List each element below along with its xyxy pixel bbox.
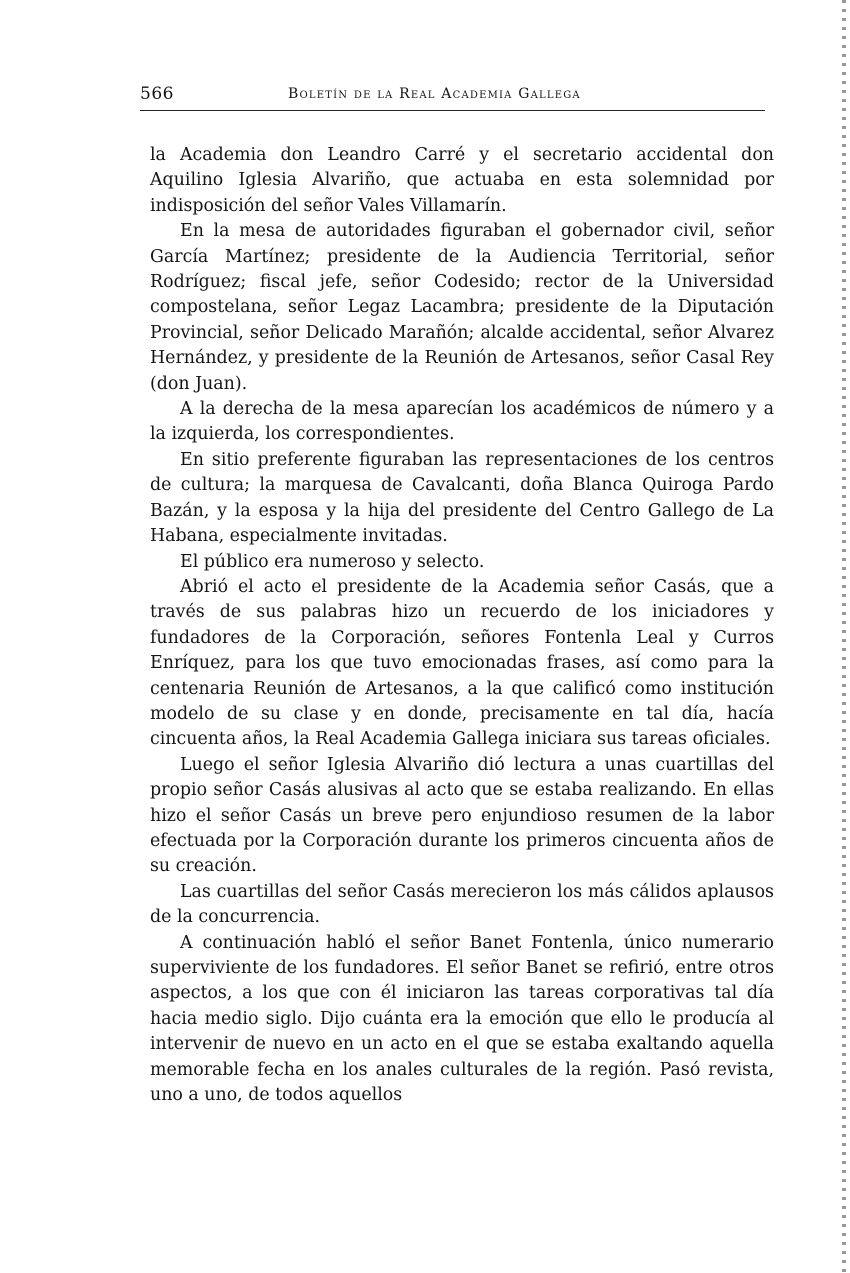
page-number: 566 — [140, 84, 174, 104]
paragraph: Las cuartillas del señor Casás merecieron los más cálidos aplausos de la concurrencia. — [150, 881, 774, 928]
paragraph: la Academia don Leandro Carré y el secretario accidental don Aquilino Iglesia Alvariño, que actuaba en esta solemnidad por indisposición del señor Vales Villamarín. — [150, 145, 774, 216]
paragraph: Luego el señor Iglesia Alvariño dió lectura a unas cuartillas del propio señor Casás alusivas al acto que se estaba realizando. En ellas hizo el señor Casás un breve pero enjundioso resumen de la labor efectuada por la Corporación durante los primeros cincuenta años de su creación. — [150, 754, 774, 877]
paragraph: A la derecha de la mesa aparecían los académicos de número y a la izquierda, los correspondientes. — [150, 399, 774, 445]
body-text — [150, 143, 774, 1108]
paragraph: En la mesa de autoridades figuraban el gobernador civil, señor García Martínez; presidente de la Audiencia Territorial, señor Rodríguez; fiscal jefe, señor Codesido; rector de la Universidad compostelana, señor Legaz Lacambra; presidente de la Diputación Provincial, señor Delicado Marañón; alcalde accidental, señor Alvarez Hernández, y presidente de la Reunión de Artesanos, señor Casal Rey (don Juan). — [150, 221, 774, 394]
header-rule — [140, 110, 765, 111]
paragraph: El público era numeroso y selecto. — [180, 551, 485, 572]
paragraph: En sitio preferente figuraban las representaciones de los centros de cultura; la marquesa de Cavalcanti, doña Blanca Quiroga Pardo Bazán, y la esposa y la hija del presidente del Centro Gallego de La Habana, especialmente invitadas. — [150, 449, 774, 547]
running-title: Boletín de la Real Academia Gallega — [288, 86, 581, 102]
page-header — [140, 84, 765, 110]
paragraph: Abrió el acto el presidente de la Academia señor Casás, que a través de sus palabras hizo un recuerdo de los iniciadores y fundadores de la Corporación, señores Fontenla Leal y Curros Enríquez, para los que tuvo emocionadas frases, así como para la centenaria Reunión de Artesanos, a la que calificó como institución modelo de su clase y en donde, precisamente en tal día, hacía cincuenta años, la Real Academia Gallega iniciara sus tareas oficiales. — [150, 576, 774, 750]
scan-edge-border — [842, 0, 846, 1273]
paragraph: A continuación habló el señor Banet Fontenla, único numerario superviviente de los fundadores. El señor Banet se refirió, entre otros aspectos, a los que con él iniciaron las tareas corporativas tal día hacia medio siglo. Dijo cuánta era la emoción que ello le producía al intervenir de nuevo en un acto en el que se estaba exaltando aquella memorable fecha en los anales culturales de la región. Pasó revista, uno a uno, de todos aquellos — [150, 932, 774, 1106]
